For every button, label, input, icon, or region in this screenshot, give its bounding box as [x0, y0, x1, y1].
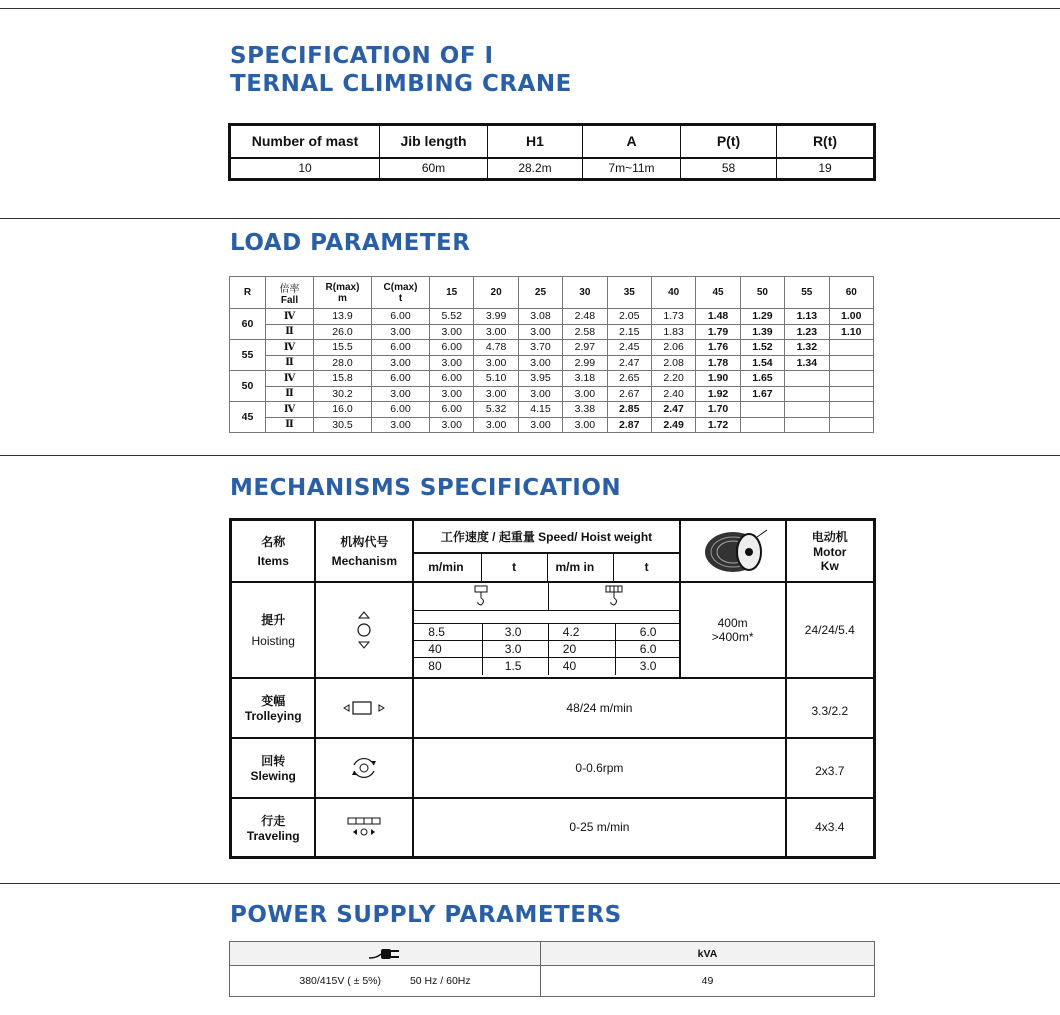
load-header-radius: 15 — [430, 277, 474, 309]
slewing-icon — [315, 738, 413, 798]
mech-sub-mmin2: m/m in — [547, 553, 614, 582]
load-value: 2.97 — [563, 340, 607, 356]
spec-header: H1 — [488, 125, 583, 158]
load-value: 1.90 — [696, 371, 740, 387]
table-row — [230, 309, 874, 325]
load-rmax: 26.0 — [314, 324, 372, 340]
load-value: 1.52 — [740, 340, 784, 356]
load-rmax: 30.5 — [314, 417, 372, 433]
mech-header-mech-cn: 机构代号 — [340, 535, 389, 550]
load-fall: Ⅳ — [266, 402, 314, 418]
spec-header: Jib length — [380, 125, 488, 158]
spec-header: Number of mast — [230, 125, 380, 158]
power-voltage-cell — [230, 966, 541, 997]
table-row — [230, 417, 874, 433]
single-hook-icon — [414, 583, 548, 611]
load-value — [740, 417, 784, 433]
trolleying-speed: 48/24 m/min — [413, 678, 785, 738]
load-radius-group: 45 — [230, 402, 266, 433]
load-cmax: 3.00 — [372, 355, 430, 371]
load-value: 3.08 — [518, 309, 562, 325]
load-rmax: 13.9 — [314, 309, 372, 325]
power-title: POWER SUPPLY PARAMETERS — [230, 902, 622, 928]
load-value — [785, 371, 829, 387]
load-value: 5.32 — [474, 402, 518, 418]
load-header-radius: 40 — [651, 277, 695, 309]
load-header-radius: 60 — [829, 277, 873, 309]
hoisting-speed-grid — [413, 582, 679, 678]
spec-value: 58 — [681, 158, 777, 180]
power-kva-header: kVA — [541, 942, 875, 966]
power-table — [229, 941, 875, 997]
hoist-cell: 6.0 — [615, 624, 678, 641]
hoisting-rope-line1: 400m — [717, 615, 748, 630]
spec-value: 19 — [777, 158, 875, 180]
load-fall: Ⅳ — [266, 340, 314, 356]
load-value: 3.70 — [518, 340, 562, 356]
hoist-cell: 3.0 — [482, 641, 548, 658]
load-value: 1.76 — [696, 340, 740, 356]
load-value: 1.78 — [696, 355, 740, 371]
load-value: 2.47 — [607, 355, 651, 371]
load-value: 4.78 — [474, 340, 518, 356]
divider — [0, 455, 1060, 456]
load-value: 3.99 — [474, 309, 518, 325]
mech-header-items — [231, 520, 316, 582]
hoist-cell: 80 — [414, 658, 482, 675]
power-voltage: 380/415V ( ± 5%) — [299, 975, 382, 987]
load-value — [785, 402, 829, 418]
load-header-radius: 45 — [696, 277, 740, 309]
mech-title: MECHANISMS SPECIFICATION — [230, 475, 622, 501]
load-cmax: 6.00 — [372, 402, 430, 418]
load-value: 2.58 — [563, 324, 607, 340]
table-row — [230, 340, 874, 356]
load-value: 1.54 — [740, 355, 784, 371]
traveling-cn: 行走 — [261, 813, 286, 828]
spec-value: 10 — [230, 158, 380, 180]
load-value: 6.00 — [430, 402, 474, 418]
load-table — [229, 276, 874, 433]
load-value — [829, 417, 873, 433]
load-value: 2.48 — [563, 309, 607, 325]
table-row — [230, 324, 874, 340]
load-title: LOAD PARAMETER — [230, 230, 471, 256]
mech-header-items-cn: 名称 — [261, 535, 286, 550]
spec-value: 60m — [380, 158, 488, 180]
trolleying-motor: 3.3/2.2 — [786, 678, 875, 738]
spacer — [414, 611, 678, 624]
trolleying-cn: 变幅 — [261, 694, 286, 708]
load-value: 3.95 — [518, 371, 562, 387]
hoist-cell: 40 — [548, 658, 615, 675]
load-value — [829, 371, 873, 387]
load-value: 1.72 — [696, 417, 740, 433]
load-value: 1.67 — [740, 386, 784, 402]
mech-header-mech-en: Mechanism — [331, 554, 397, 569]
load-radius-group: 50 — [230, 371, 266, 402]
hoist-cell: 1.5 — [482, 658, 548, 675]
load-fall: Ⅱ — [266, 417, 314, 433]
load-value: 5.52 — [430, 309, 474, 325]
mech-header-motor — [786, 520, 875, 582]
load-header-cmax-label: C(max) — [383, 281, 418, 293]
load-value: 2.06 — [651, 340, 695, 356]
load-value: 1.10 — [829, 324, 873, 340]
mech-sub-mmin: m/min — [413, 553, 481, 582]
load-value: 3.18 — [563, 371, 607, 387]
load-fall: Ⅱ — [266, 324, 314, 340]
mech-header-motor-unit: Kw — [820, 559, 839, 574]
hoist-cell: 20 — [548, 641, 615, 658]
load-value: 6.00 — [430, 340, 474, 356]
spec-header: A — [583, 125, 681, 158]
trolley-icon — [315, 678, 413, 738]
load-header-rmax-label: R(max) — [325, 281, 360, 293]
load-value: 1.92 — [696, 386, 740, 402]
load-value: 1.73 — [651, 309, 695, 325]
double-hook-icon — [548, 583, 678, 611]
load-value: 3.00 — [518, 355, 562, 371]
slewing-cn: 回转 — [261, 754, 286, 768]
mech-header-motor-en: Motor — [813, 545, 847, 560]
spec-header: R(t) — [777, 125, 875, 158]
load-value: 5.10 — [474, 371, 518, 387]
traveling-en: Traveling — [246, 828, 300, 843]
load-rmax: 15.5 — [314, 340, 372, 356]
traveling-motor: 4x3.4 — [786, 798, 875, 858]
load-value: 2.65 — [607, 371, 651, 387]
slewing-en: Slewing — [250, 769, 296, 783]
load-fall: Ⅳ — [266, 371, 314, 387]
load-value: 1.00 — [829, 309, 873, 325]
hoist-cell: 6.0 — [615, 641, 678, 658]
load-value: 3.00 — [474, 355, 518, 371]
rope-drum-icon — [680, 520, 786, 582]
load-rmax: 16.0 — [314, 402, 372, 418]
load-radius-group: 55 — [230, 340, 266, 371]
load-value: 2.49 — [651, 417, 695, 433]
load-cmax: 6.00 — [372, 309, 430, 325]
spec-title-line2: TERNAL CLIMBING CRANE — [230, 71, 572, 97]
load-header-cmax — [372, 277, 430, 309]
plug-icon — [230, 942, 541, 966]
hoisting-en: Hoisting — [251, 634, 295, 648]
load-value: 3.00 — [518, 386, 562, 402]
mech-header-mechanism — [315, 520, 413, 582]
mech-sub-t: t — [481, 553, 547, 582]
load-header-rmax-unit: m — [338, 292, 347, 304]
hoist-cell: 8.5 — [414, 624, 482, 641]
load-value: 3.00 — [518, 324, 562, 340]
load-value: 3.00 — [474, 324, 518, 340]
table-row — [230, 371, 874, 387]
load-value: 3.00 — [430, 386, 474, 402]
load-value: 1.70 — [696, 402, 740, 418]
traveling-speed: 0-25 m/min — [413, 798, 785, 858]
load-value: 3.00 — [563, 386, 607, 402]
load-value: 2.45 — [607, 340, 651, 356]
load-header-radius: 50 — [740, 277, 784, 309]
load-value: 3.00 — [474, 417, 518, 433]
hoisting-rope-line2: >400m* — [711, 629, 754, 644]
spec-value: 28.2m — [488, 158, 583, 180]
load-value: 4.15 — [518, 402, 562, 418]
load-header-fall — [266, 277, 314, 309]
load-value: 1.34 — [785, 355, 829, 371]
load-value: 2.87 — [607, 417, 651, 433]
load-header-radius: 35 — [607, 277, 651, 309]
hoist-cell: 4.2 — [548, 624, 615, 641]
load-header-r: R — [230, 277, 266, 309]
load-value: 1.83 — [651, 324, 695, 340]
load-header-fall-en: Fall — [280, 294, 299, 306]
hoisting-motor: 24/24/5.4 — [786, 582, 875, 678]
divider — [0, 8, 1060, 9]
load-fall: Ⅱ — [266, 355, 314, 371]
load-header-fall-cn: 倍率 — [279, 283, 300, 295]
spec-title — [230, 42, 572, 98]
load-value: 1.13 — [785, 309, 829, 325]
load-value: 2.67 — [607, 386, 651, 402]
load-header-radius: 20 — [474, 277, 518, 309]
table-row — [230, 386, 874, 402]
load-value — [740, 402, 784, 418]
row-traveling-label — [231, 798, 316, 858]
traveling-icon — [315, 798, 413, 858]
divider — [0, 218, 1060, 219]
load-rmax: 30.2 — [314, 386, 372, 402]
hoisting-icon — [315, 582, 413, 678]
load-value: 1.79 — [696, 324, 740, 340]
mech-header-speed: 工作速度 / 起重量 Speed/ Hoist weight — [413, 520, 679, 553]
mech-header-items-en: Items — [257, 554, 289, 569]
hoisting-cn: 提升 — [261, 613, 286, 627]
load-value: 1.32 — [785, 340, 829, 356]
load-value: 2.20 — [651, 371, 695, 387]
spec-table — [228, 123, 876, 181]
spec-header: P(t) — [681, 125, 777, 158]
row-hoisting-label — [231, 582, 316, 678]
load-value — [829, 402, 873, 418]
load-radius-group: 60 — [230, 309, 266, 340]
load-rmax: 28.0 — [314, 355, 372, 371]
load-value: 1.23 — [785, 324, 829, 340]
load-header-cmax-unit: t — [398, 292, 403, 304]
mech-sub-t2: t — [614, 553, 680, 582]
load-cmax: 3.00 — [372, 324, 430, 340]
hoist-cell: 40 — [414, 641, 482, 658]
load-value: 1.65 — [740, 371, 784, 387]
table-row — [230, 402, 874, 418]
load-value — [829, 340, 873, 356]
load-value: 2.08 — [651, 355, 695, 371]
load-value: 3.00 — [563, 417, 607, 433]
power-kva-value: 49 — [541, 966, 875, 997]
load-value: 1.48 — [696, 309, 740, 325]
spec-title-line1: SPECIFICATION OF I — [230, 43, 494, 69]
row-slewing-label — [231, 738, 316, 798]
load-value: 3.00 — [518, 417, 562, 433]
load-value: 1.29 — [740, 309, 784, 325]
load-cmax: 3.00 — [372, 386, 430, 402]
load-header-radius: 30 — [563, 277, 607, 309]
load-value: 3.00 — [474, 386, 518, 402]
divider — [0, 883, 1060, 884]
table-row — [230, 355, 874, 371]
load-value: 2.99 — [563, 355, 607, 371]
hoisting-rope — [680, 582, 786, 678]
row-trolleying-label — [231, 678, 316, 738]
load-value — [829, 355, 873, 371]
load-value — [785, 386, 829, 402]
load-cmax: 3.00 — [372, 417, 430, 433]
load-value — [829, 386, 873, 402]
load-value: 3.00 — [430, 355, 474, 371]
load-fall: Ⅱ — [266, 386, 314, 402]
load-value: 1.39 — [740, 324, 784, 340]
load-value — [785, 417, 829, 433]
load-value: 2.40 — [651, 386, 695, 402]
load-header-rmax — [314, 277, 372, 309]
load-value: 2.05 — [607, 309, 651, 325]
slewing-speed: 0-0.6rpm — [413, 738, 785, 798]
slewing-motor: 2x3.7 — [786, 738, 875, 798]
mech-header-motor-cn: 电动机 — [811, 530, 848, 545]
load-rmax: 15.8 — [314, 371, 372, 387]
load-value: 2.85 — [607, 402, 651, 418]
load-value: 3.38 — [563, 402, 607, 418]
load-value: 2.47 — [651, 402, 695, 418]
spec-value: 7m~11m — [583, 158, 681, 180]
load-value: 3.00 — [430, 417, 474, 433]
load-cmax: 6.00 — [372, 340, 430, 356]
load-value: 3.00 — [430, 324, 474, 340]
load-value: 6.00 — [430, 371, 474, 387]
trolleying-en: Trolleying — [244, 709, 302, 723]
load-header-radius: 55 — [785, 277, 829, 309]
load-header-radius: 25 — [518, 277, 562, 309]
load-fall: Ⅳ — [266, 309, 314, 325]
load-value: 2.15 — [607, 324, 651, 340]
power-frequency: 50 Hz / 60Hz — [409, 975, 471, 987]
mech-table — [229, 518, 876, 859]
hoist-cell: 3.0 — [482, 624, 548, 641]
hoist-cell: 3.0 — [615, 658, 678, 675]
load-cmax: 6.00 — [372, 371, 430, 387]
